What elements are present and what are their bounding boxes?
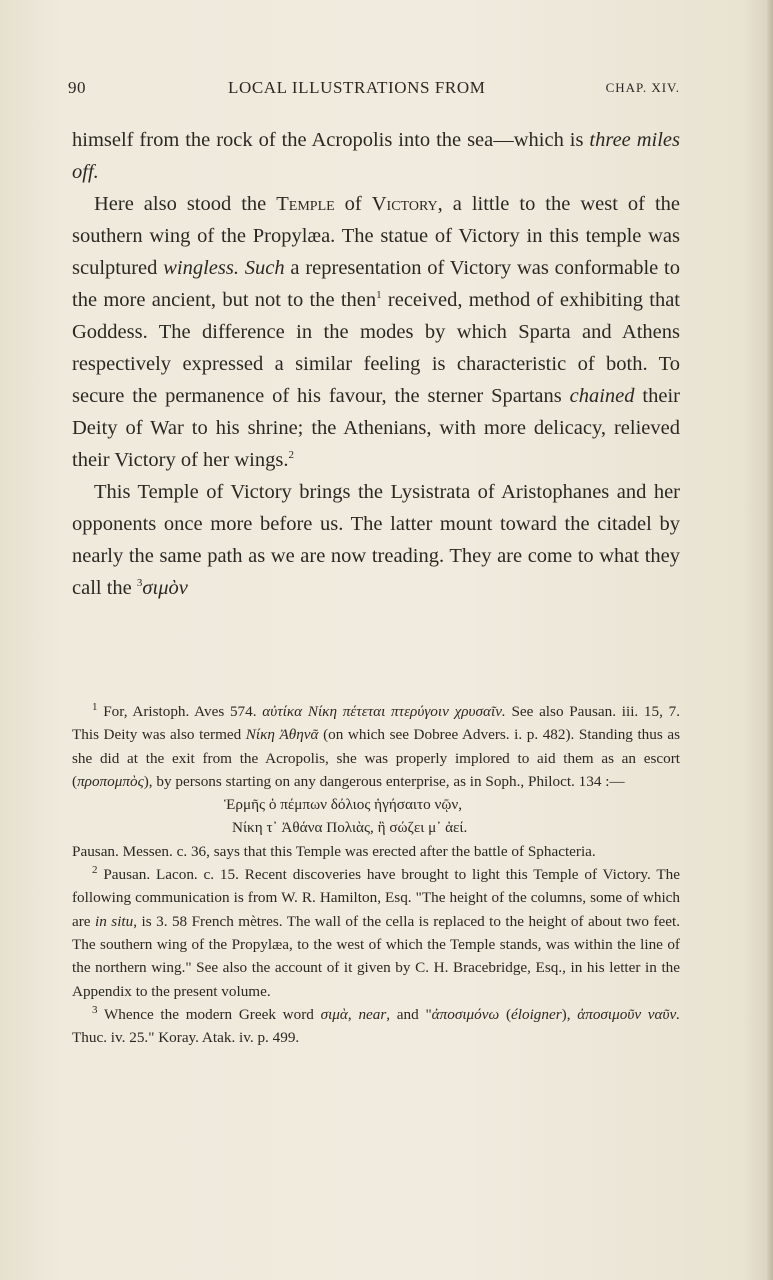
footnotes (72, 700, 680, 1049)
small-caps-temple: Temple (276, 193, 335, 215)
verse-line-1: Ἑρμῆς ὁ πέμπων δόλιος ἡγήσαιτο νῷν, (224, 796, 463, 814)
main-text (72, 124, 680, 604)
footnote-mark: 1 (92, 700, 98, 713)
page-edge (767, 0, 773, 1280)
page-number: 90 (68, 78, 86, 97)
greek-quote: αὐτίκα Νίκη πέτεται πτερύγοιν χρυσαῖν. (262, 703, 506, 720)
greek-phrase: ἀποσιμοῦν ναῦν. (577, 1005, 681, 1023)
emphasis: three miles off. (72, 129, 680, 183)
footnote-mark: 3 (92, 1003, 98, 1016)
footnote-mark: 2 (92, 864, 98, 877)
greek-quote: Νίκη Ἀθηνᾶ (245, 726, 319, 744)
emphasis-chained: chained (569, 385, 635, 407)
verse-line-2: Νίκη τ᾽ Ἀθάνα Πολιὰς, ἣ σώζει μ᾽ ἀεί. (232, 819, 468, 837)
footnote-3: $^3$ Whence the modern Greek word σιμὰ, near, and "ἀποσιμόνω (éloigner), ἀποσιμοῦν ναῦν. Thuc. iv. 25." Koray. Atak. iv. p. 499. (72, 1003, 681, 1047)
greek-word: σιμὸν (142, 577, 188, 599)
running-title: LOCAL ILLUSTRATIONS FROM (228, 78, 486, 97)
footnote-ref-1[interactable]: 1 (376, 289, 382, 302)
greek-word: σιμὰ (320, 1005, 348, 1023)
paragraph-2: Here also stood the Temple of Victory, a little to the west of the southern wing of the Propylæa. The statue of Victory in this temple was sculptured wingless. Such a representation of Victory was conformable to the more ancient, but not to the then$^1$ received, method of exhibiting that Goddess. The difference in the modes by which Sparta and Athens respectively expressed a similar feeling is characteristic of both. To secure the permanence of his favour, the sterner Spartans chained their Deity of War to his shrine; the Athenians, with more delicacy, relieved their Victory of her wings.$^2$ (72, 193, 681, 471)
footnote-ref-3[interactable]: 3 (136, 577, 143, 590)
chapter-label: CHAP. XIV. (605, 80, 680, 95)
greek-quote: προπομπὸς (77, 772, 144, 790)
greek-word: ἀποσιμόνω (431, 1005, 500, 1023)
running-header (68, 78, 680, 100)
emphasis-wingless: wingless. (163, 257, 239, 279)
footnote-1-continued: Pausan. Messen. c. 36, says that this Temple was erected after the battle of Sphacteria. (72, 842, 596, 860)
emphasis-in-situ: in situ (95, 912, 134, 930)
emphasis-such: Such (244, 257, 285, 279)
paragraph-3: This Temple of Victory brings the Lysistrata of Aristophanes and her opponents once more before us. The latter mount toward the citadel by nearly the same path as we are now treading. They are come to what they call the $^3$σιμὸν (72, 481, 680, 599)
footnote-2: $^2$ Pausan. Lacon. c. 15. Recent discoveries have brought to light this Temple of Victory. The following communication is from W. R. Hamilton, Esq. "The height of the columns, some of which are in situ, is 3. 58 French mètres. The wall of the cella is replaced to the height of about two feet. The southern wing of the Propylæa, to the west of which the Temple stands, was within the line of the northern wing." See also the account of it given by C. H. Bracebridge, Esq., in his letter in the Appendix to the present volume. (72, 864, 680, 1000)
small-caps-victory: Victory (371, 193, 438, 215)
emphasis-eloigner: éloigner (511, 1005, 562, 1023)
paragraph-1: himself from the rock of the Acropolis into the sea—which is three miles off. (72, 129, 680, 183)
footnote-ref-2[interactable]: 2 (288, 449, 294, 462)
footnote-1: $^1$ For, Aristoph. Aves 574. αὐτίκα Νίκη πέτεται πτερύγοιν χρυσαῖν. See also Pausan. iii. 15, 7. This Deity was also termed Νίκη Ἀθηνᾶ (on which see Dobree Advers. i. p. 482). Standing thus as she did at the exit from the Acropolis, she was properly implored to aid them as an escort (προπομπὸς), by persons starting on any dangerous enterprise, as in Soph., Philoct. 134 :— (72, 700, 680, 790)
emphasis-near: near (358, 1005, 387, 1023)
